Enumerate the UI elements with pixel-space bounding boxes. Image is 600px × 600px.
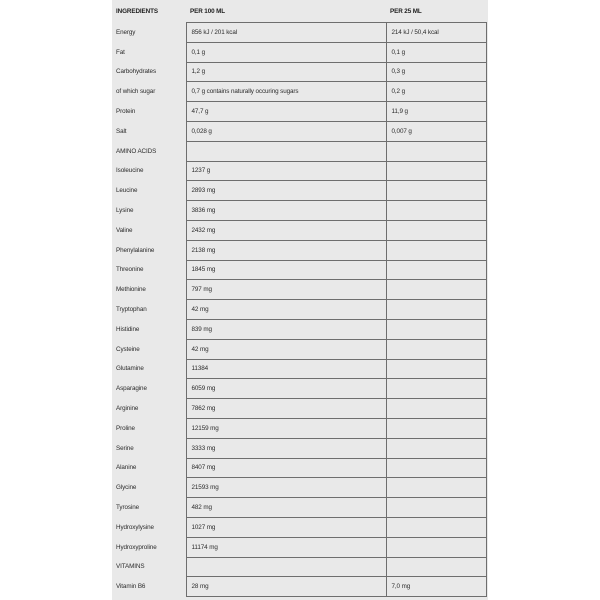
table-row — [112, 220, 486, 240]
row-value-per-25ml — [386, 359, 486, 379]
table-row — [112, 577, 486, 597]
row-value-per-25ml — [386, 260, 486, 280]
table-row — [112, 201, 486, 221]
row-value-per-100ml: 2893 mg — [186, 181, 386, 201]
row-label: Glutamine — [112, 359, 186, 379]
row-value-per-100ml: 47,7 g — [186, 102, 386, 122]
row-label: Phenylalanine — [112, 240, 186, 260]
row-label: Carbohydrates — [112, 62, 186, 82]
table-row — [112, 141, 486, 161]
table-row — [112, 62, 486, 82]
row-label: Hydroxylysine — [112, 517, 186, 537]
table-row — [112, 399, 486, 419]
row-value-per-25ml — [386, 399, 486, 419]
row-label: Glycine — [112, 478, 186, 498]
table-row — [112, 379, 486, 399]
row-value-per-100ml: 3836 mg — [186, 201, 386, 221]
row-label: Tyrosine — [112, 498, 186, 518]
row-value-per-100ml: 1027 mg — [186, 517, 386, 537]
row-value-per-25ml — [386, 418, 486, 438]
row-value-per-25ml: 214 kJ / 50,4 kcal — [386, 23, 486, 43]
table-row — [112, 23, 486, 43]
row-label: Lysine — [112, 201, 186, 221]
row-value-per-100ml: 0,028 g — [186, 121, 386, 141]
row-value-per-25ml — [386, 438, 486, 458]
nutrition-table — [112, 0, 487, 597]
row-label: Threonine — [112, 260, 186, 280]
row-label: Tryptophan — [112, 300, 186, 320]
row-label: Arginine — [112, 399, 186, 419]
header-per-100ml: PER 100 ML — [190, 7, 226, 15]
row-value-per-100ml: 11384 — [186, 359, 386, 379]
row-value-per-100ml: 1237 g — [186, 161, 386, 181]
table-row — [112, 418, 486, 438]
row-value-per-100ml: 6059 mg — [186, 379, 386, 399]
row-value-per-100ml: 482 mg — [186, 498, 386, 518]
table-row — [112, 82, 486, 102]
row-value-per-100ml — [186, 557, 386, 577]
row-value-per-100ml: 0,1 g — [186, 42, 386, 62]
table-row — [112, 498, 486, 518]
table-row — [112, 339, 486, 359]
row-label: Energy — [112, 23, 186, 43]
row-label: Vitamin B6 — [112, 577, 186, 597]
table-row — [112, 102, 486, 122]
row-label: of which sugar — [112, 82, 186, 102]
row-value-per-25ml — [386, 319, 486, 339]
row-value-per-25ml — [386, 517, 486, 537]
row-value-per-100ml: 1845 mg — [186, 260, 386, 280]
table-row — [112, 121, 486, 141]
row-value-per-100ml: 12159 mg — [186, 418, 386, 438]
row-value-per-25ml — [386, 141, 486, 161]
row-value-per-25ml: 0,1 g — [386, 42, 486, 62]
row-value-per-25ml — [386, 478, 486, 498]
row-label: Alanine — [112, 458, 186, 478]
row-value-per-25ml — [386, 181, 486, 201]
table-row — [112, 438, 486, 458]
row-value-per-25ml — [386, 161, 486, 181]
row-value-per-25ml — [386, 537, 486, 557]
table-row — [112, 359, 486, 379]
row-value-per-25ml — [386, 458, 486, 478]
row-value-per-100ml: 2138 mg — [186, 240, 386, 260]
row-value-per-100ml: 8407 mg — [186, 458, 386, 478]
row-label: Proline — [112, 418, 186, 438]
row-value-per-25ml: 0,3 g — [386, 62, 486, 82]
row-value-per-25ml — [386, 280, 486, 300]
row-value-per-25ml — [386, 220, 486, 240]
row-value-per-100ml: 42 mg — [186, 300, 386, 320]
row-label: Valine — [112, 220, 186, 240]
row-value-per-100ml: 7862 mg — [186, 399, 386, 419]
row-value-per-100ml: 21593 mg — [186, 478, 386, 498]
row-value-per-25ml — [386, 339, 486, 359]
table-row — [112, 260, 486, 280]
row-label: AMINO ACIDS — [112, 141, 186, 161]
row-value-per-100ml: 1,2 g — [186, 62, 386, 82]
row-value-per-25ml — [386, 557, 486, 577]
table-header-row — [112, 0, 486, 23]
table-row — [112, 300, 486, 320]
row-value-per-25ml: 0,007 g — [386, 121, 486, 141]
row-value-per-25ml: 11,9 g — [386, 102, 486, 122]
row-label: Hydroxyproline — [112, 537, 186, 557]
row-label: VITAMINS — [112, 557, 186, 577]
table-row — [112, 557, 486, 577]
row-label: Fat — [112, 42, 186, 62]
row-value-per-25ml — [386, 300, 486, 320]
row-value-per-25ml: 0,2 g — [386, 82, 486, 102]
row-value-per-100ml: 28 mg — [186, 577, 386, 597]
table-row — [112, 280, 486, 300]
row-value-per-100ml: 0,7 g contains naturally occuring sugars — [186, 82, 386, 102]
table-row — [112, 42, 486, 62]
row-value-per-100ml: 839 mg — [186, 319, 386, 339]
row-label: Isoleucine — [112, 161, 186, 181]
row-value-per-25ml — [386, 201, 486, 221]
row-value-per-25ml — [386, 240, 486, 260]
row-value-per-25ml: 7,0 mg — [386, 577, 486, 597]
table-row — [112, 181, 486, 201]
row-label: Serine — [112, 438, 186, 458]
row-label: Methionine — [112, 280, 186, 300]
row-value-per-100ml: 797 mg — [186, 280, 386, 300]
row-value-per-100ml: 2432 mg — [186, 220, 386, 240]
table-row — [112, 161, 486, 181]
header-per-25ml: PER 25 ML — [390, 7, 422, 15]
row-label: Asparagine — [112, 379, 186, 399]
row-value-per-100ml: 11174 mg — [186, 537, 386, 557]
row-value-per-100ml: 3333 mg — [186, 438, 386, 458]
row-value-per-100ml — [186, 141, 386, 161]
table-row — [112, 458, 486, 478]
row-value-per-100ml: 856 kJ / 201 kcal — [186, 23, 386, 43]
row-label: Leucine — [112, 181, 186, 201]
row-label: Protein — [112, 102, 186, 122]
row-label: Salt — [112, 121, 186, 141]
table-row — [112, 478, 486, 498]
row-value-per-25ml — [386, 379, 486, 399]
row-value-per-100ml: 42 mg — [186, 339, 386, 359]
row-value-per-25ml — [386, 498, 486, 518]
table-row — [112, 240, 486, 260]
table-row — [112, 537, 486, 557]
table-row — [112, 319, 486, 339]
row-label: Cysteine — [112, 339, 186, 359]
header-ingredients: INGREDIENTS — [116, 7, 158, 15]
table-row — [112, 517, 486, 537]
row-label: Histidine — [112, 319, 186, 339]
